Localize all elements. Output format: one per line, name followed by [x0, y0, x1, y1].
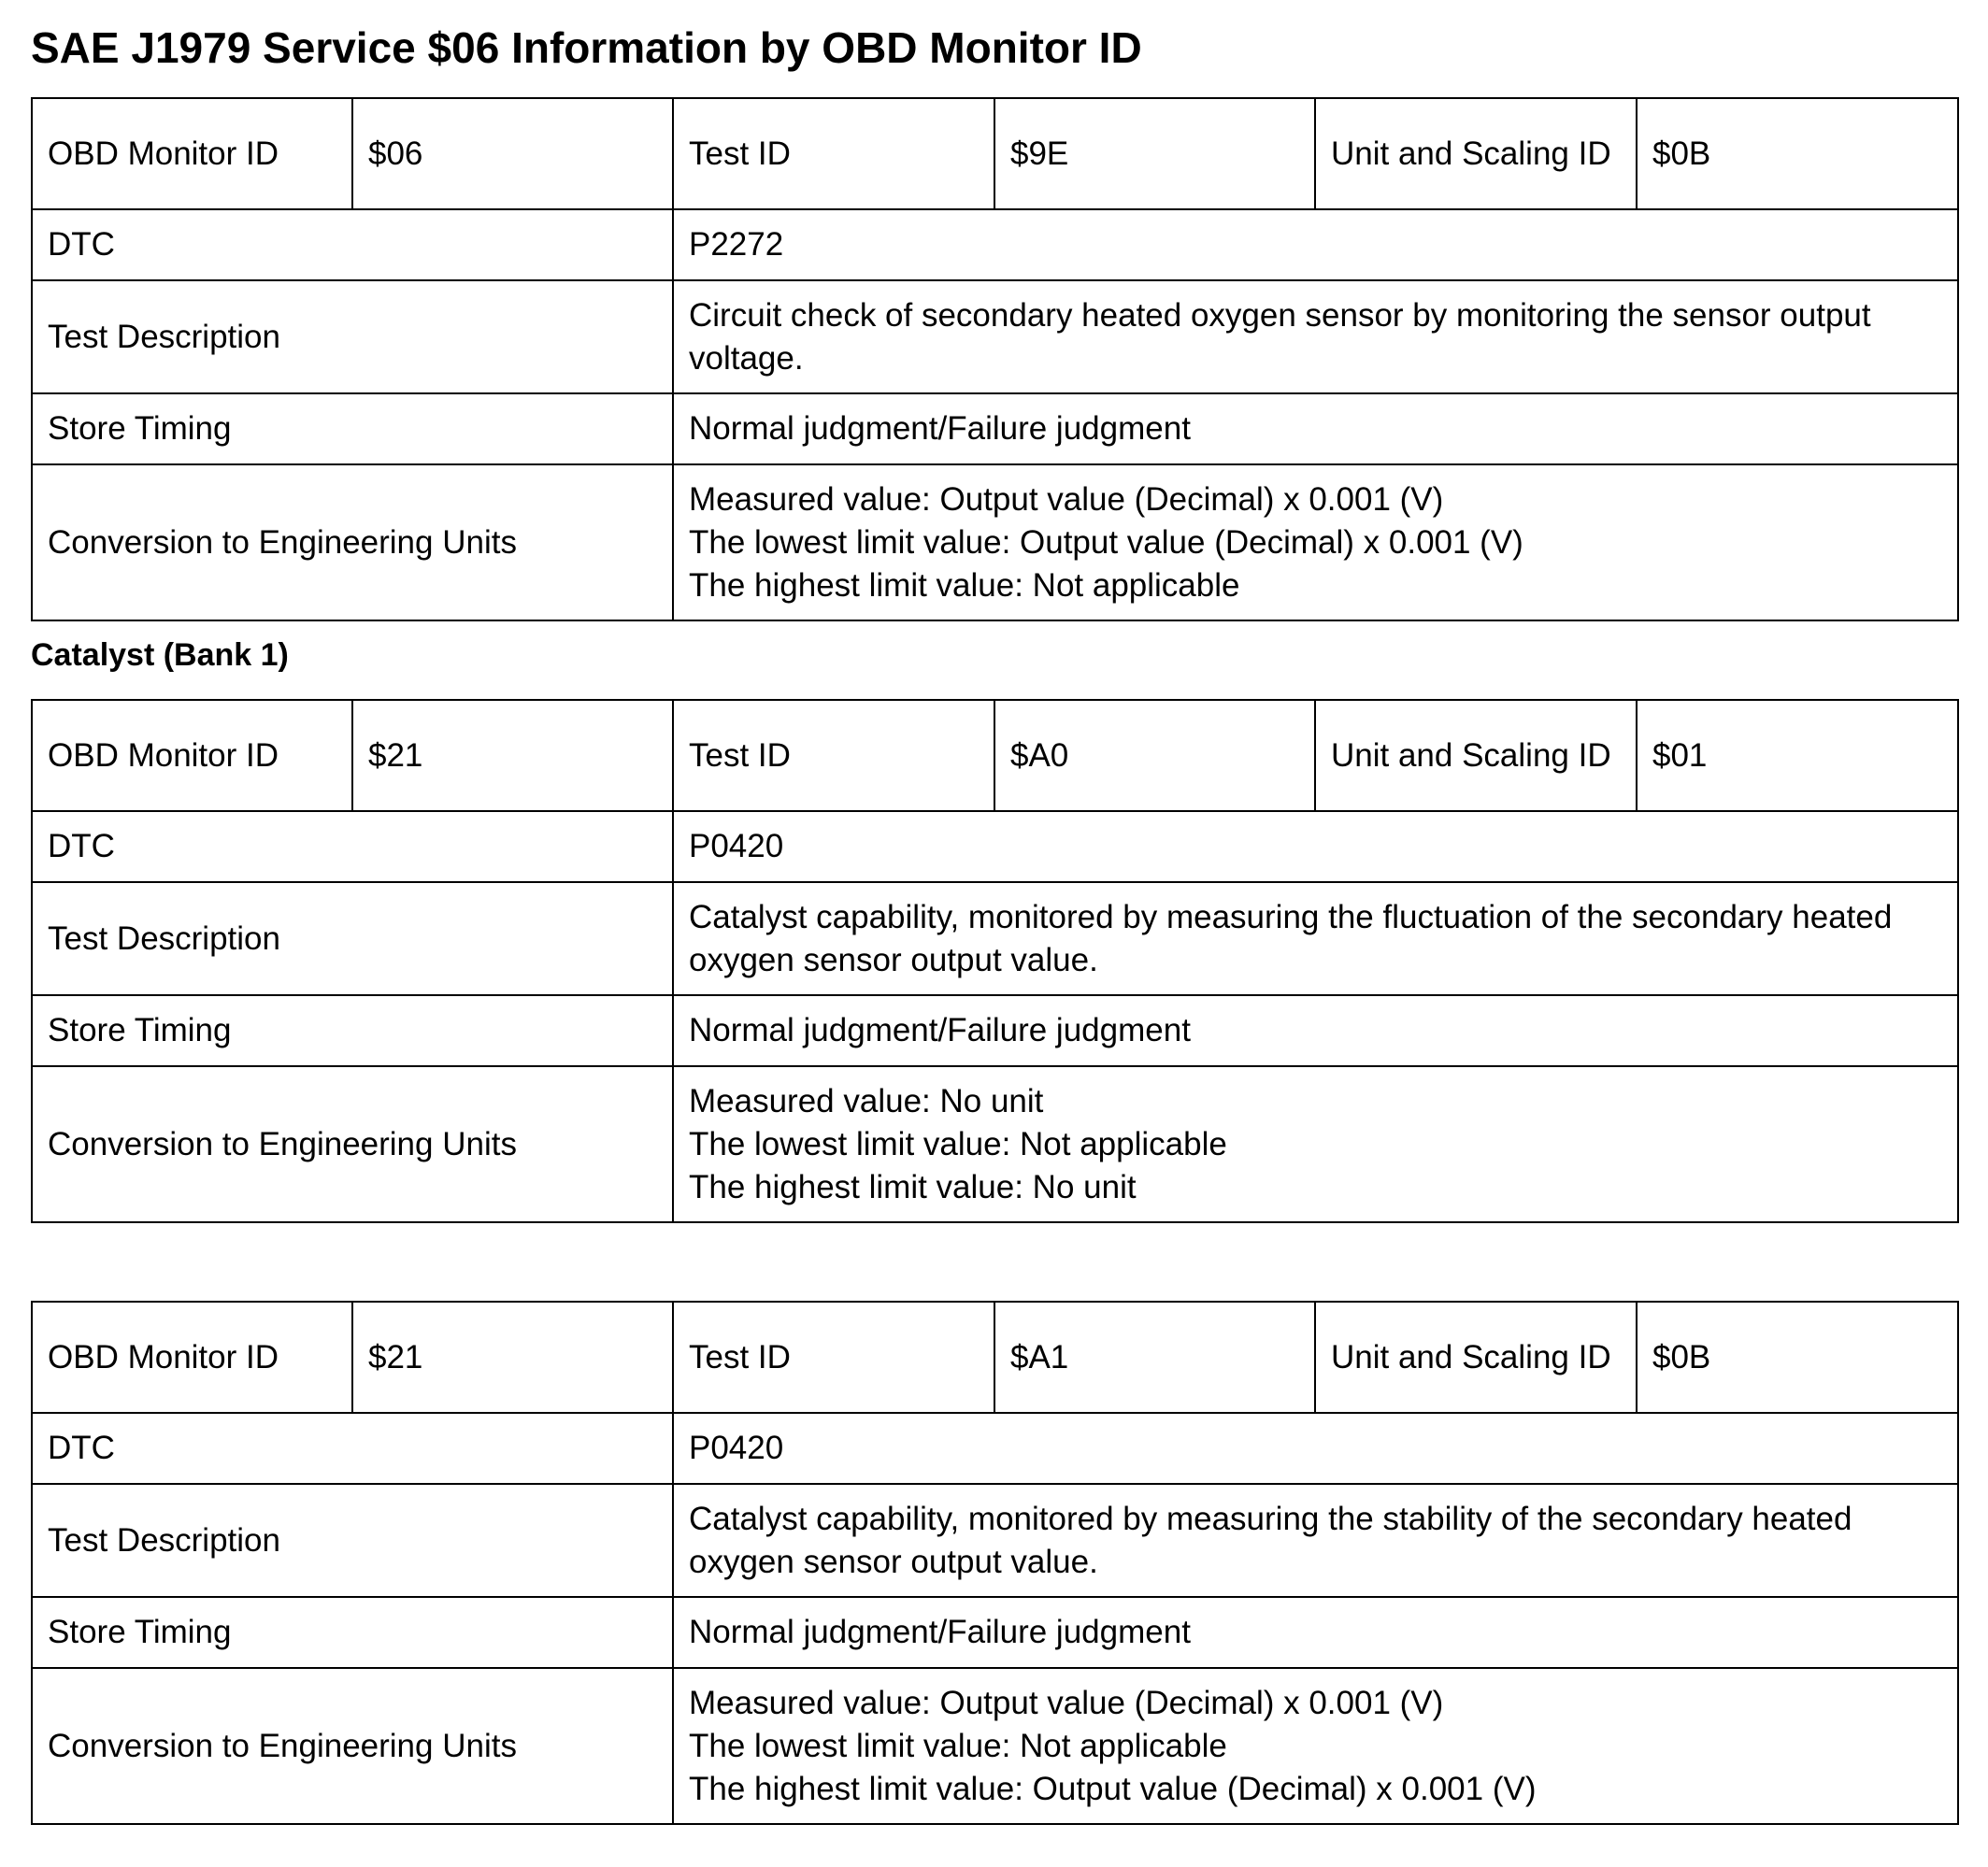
conversion-highest-limit: The highest limit value: No unit	[689, 1168, 1137, 1205]
obd-monitor-id-label: OBD Monitor ID	[32, 700, 352, 811]
unit-scaling-id-label: Unit and Scaling ID	[1315, 98, 1637, 209]
conversion-measured-value: Measured value: Output value (Decimal) x 0.001 (V)	[689, 1684, 1444, 1721]
dtc-value: P2272	[673, 209, 1958, 280]
conversion-value	[673, 1668, 1958, 1824]
conversion-lowest-limit: The lowest limit value: Not applicable	[689, 1727, 1227, 1764]
dtc-row	[32, 1413, 1958, 1484]
obd-monitor-id-label: OBD Monitor ID	[32, 98, 352, 209]
unit-scaling-id-label: Unit and Scaling ID	[1315, 1302, 1637, 1413]
store-timing-label: Store Timing	[32, 995, 673, 1066]
test-description-row	[32, 1484, 1958, 1597]
conversion-lowest-limit: The lowest limit value: Output value (Decimal) x 0.001 (V)	[689, 523, 1523, 561]
conversion-label: Conversion to Engineering Units	[32, 464, 673, 620]
obd-monitor-id-value: $06	[352, 98, 673, 209]
store-timing-value: Normal judgment/Failure judgment	[673, 393, 1958, 464]
store-timing-row	[32, 393, 1958, 464]
conversion-value	[673, 1066, 1958, 1222]
dtc-label: DTC	[32, 1413, 673, 1484]
test-description-label: Test Description	[32, 882, 673, 995]
conversion-label: Conversion to Engineering Units	[32, 1668, 673, 1824]
store-timing-label: Store Timing	[32, 393, 673, 464]
test-id-label: Test ID	[673, 1302, 994, 1413]
unit-scaling-id-value: $0B	[1637, 98, 1958, 209]
store-timing-label: Store Timing	[32, 1597, 673, 1668]
store-timing-value: Normal judgment/Failure judgment	[673, 995, 1958, 1066]
unit-scaling-id-label: Unit and Scaling ID	[1315, 700, 1637, 811]
test-id-label: Test ID	[673, 98, 994, 209]
obd-monitor-id-value: $21	[352, 700, 673, 811]
unit-scaling-id-value: $0B	[1637, 1302, 1958, 1413]
store-timing-value: Normal judgment/Failure judgment	[673, 1597, 1958, 1668]
monitor-table-1	[31, 97, 1959, 621]
ids-row	[32, 98, 1958, 209]
conversion-highest-limit: The highest limit value: Output value (Decimal) x 0.001 (V)	[689, 1770, 1537, 1807]
test-description-value: Catalyst capability, monitored by measuring the fluctuation of the secondary heated oxygen sensor output value.	[673, 882, 1958, 995]
conversion-row	[32, 464, 1958, 620]
store-timing-row	[32, 1597, 1958, 1668]
conversion-measured-value: Measured value: Output value (Decimal) x 0.001 (V)	[689, 480, 1444, 518]
test-description-value: Circuit check of secondary heated oxygen sensor by monitoring the sensor output voltage.	[673, 280, 1958, 393]
conversion-value	[673, 464, 1958, 620]
store-timing-row	[32, 995, 1958, 1066]
dtc-row	[32, 209, 1958, 280]
conversion-measured-value: Measured value: No unit	[689, 1082, 1044, 1119]
obd-monitor-id-value: $21	[352, 1302, 673, 1413]
test-id-value: $A0	[994, 700, 1315, 811]
monitor-table-3	[31, 1301, 1959, 1825]
page-title: SAE J1979 Service $06 Information by OBD Monitor ID	[31, 23, 1142, 72]
dtc-value: P0420	[673, 1413, 1958, 1484]
dtc-value: P0420	[673, 811, 1958, 882]
dtc-label: DTC	[32, 811, 673, 882]
test-id-value: $9E	[994, 98, 1315, 209]
dtc-label: DTC	[32, 209, 673, 280]
test-description-row	[32, 280, 1958, 393]
conversion-label: Conversion to Engineering Units	[32, 1066, 673, 1222]
unit-scaling-id-value: $01	[1637, 700, 1958, 811]
dtc-row	[32, 811, 1958, 882]
obd-monitor-id-label: OBD Monitor ID	[32, 1302, 352, 1413]
test-description-label: Test Description	[32, 1484, 673, 1597]
test-description-label: Test Description	[32, 280, 673, 393]
conversion-row	[32, 1668, 1958, 1824]
conversion-highest-limit: The highest limit value: Not applicable	[689, 566, 1240, 604]
section-heading: Catalyst (Bank 1)	[31, 637, 289, 673]
conversion-lowest-limit: The lowest limit value: Not applicable	[689, 1125, 1227, 1162]
test-id-label: Test ID	[673, 700, 994, 811]
test-description-row	[32, 882, 1958, 995]
ids-row	[32, 1302, 1958, 1413]
test-description-value: Catalyst capability, monitored by measuring the stability of the secondary heated oxygen sensor output value.	[673, 1484, 1958, 1597]
monitor-table-2	[31, 699, 1959, 1223]
conversion-row	[32, 1066, 1958, 1222]
ids-row	[32, 700, 1958, 811]
test-id-value: $A1	[994, 1302, 1315, 1413]
